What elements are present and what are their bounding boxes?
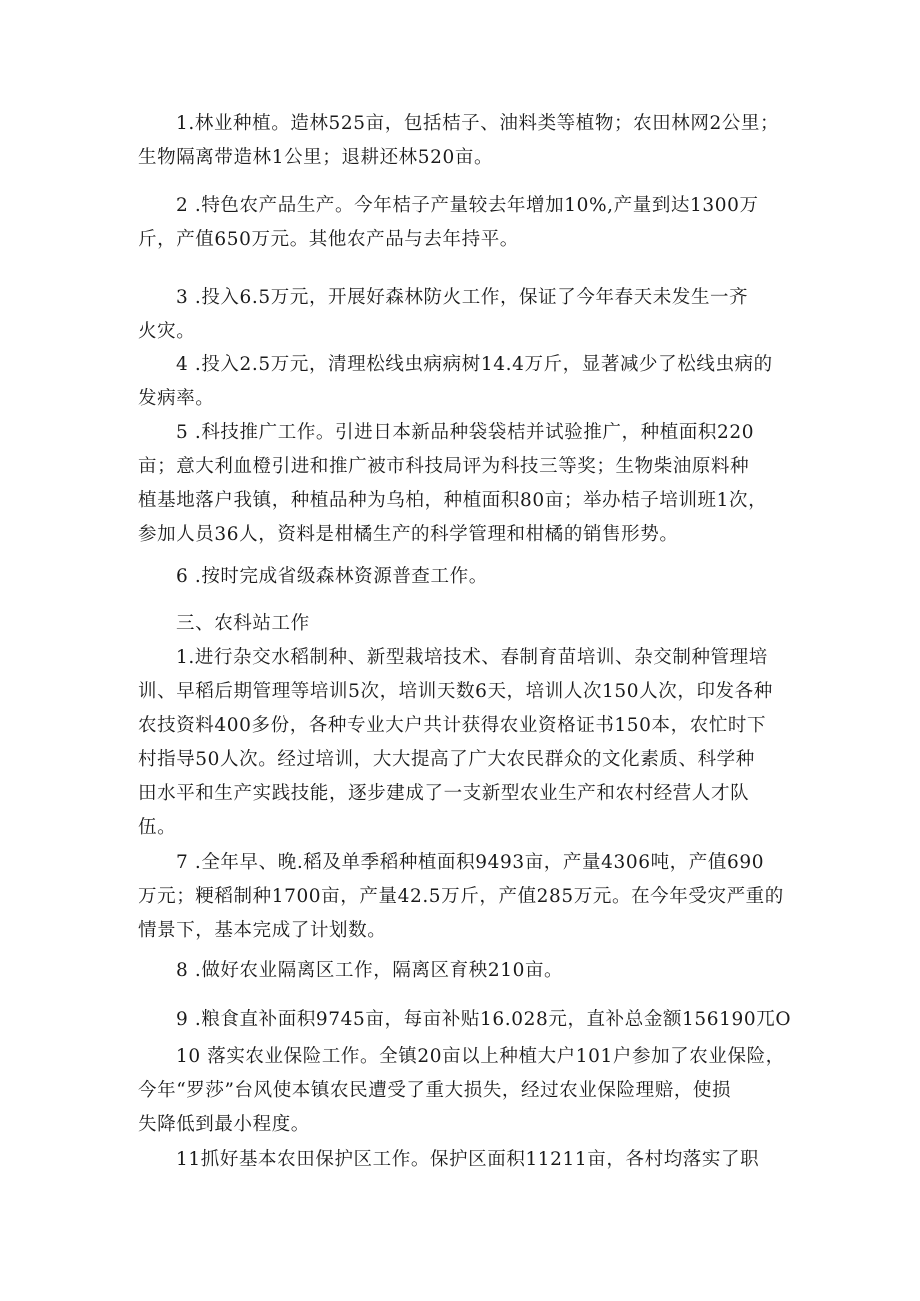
text-line: 8 .做好农业隔离区工作，隔离区育秧210亩。 bbox=[176, 960, 564, 981]
text-line: 今年“罗莎”台风使本镇农民遭受了重大损失，经过农业保险理赔，使损 bbox=[138, 1080, 732, 1101]
text-line: 失降低到最小程度。 bbox=[138, 1114, 310, 1135]
section-heading: 三、农科站工作 bbox=[176, 613, 310, 634]
paragraph-tech-promotion bbox=[138, 416, 788, 552]
text-line: 亩；意大利血橙引进和推广被市科技局评为科技三等奖；生物柴油原料种 bbox=[138, 456, 750, 477]
text-line: 2 .特色农产品生产。今年桔子产量较去年增加10%,产量到达1300万 bbox=[176, 195, 759, 216]
text-line: 农技资料400多份，各种专业大户共计获得农业资格证书150本，农忙时下 bbox=[138, 715, 767, 736]
text-line: 训、早稻后期管理等培训5次，培训天数6天，培训人次150人次，印发各种 bbox=[138, 681, 773, 702]
text-line: 村指导50人次。经过培训，大大提高了广大农民群众的文化素质、科学种 bbox=[138, 749, 755, 770]
text-line: 6 .按时完成省级森林资源普查工作。 bbox=[176, 566, 488, 587]
text-line: 3 .投入6.5万元，开展好森林防火工作，保证了今年春天未发生一齐 bbox=[176, 287, 749, 308]
text-line: 生物隔离带造林1公里；退耕还林520亩。 bbox=[138, 147, 494, 168]
paragraph-forestry-planting bbox=[138, 107, 788, 175]
text-line: 11抓好基本农田保护区工作。保护区面积11211亩，各村均落实了职 bbox=[176, 1149, 760, 1170]
paragraph-rice-planting bbox=[138, 846, 788, 948]
text-line: 5 .科技推广工作。引进日本新品种袋袋桔并试验推广，种植面积220 bbox=[176, 422, 755, 443]
text-line: 4 .投入2.5万元，清理松线虫病病树14.4万斤，显著减少了松线虫病的 bbox=[176, 354, 773, 375]
text-line: 斤，产值650万元。其他农产品与去年持平。 bbox=[138, 229, 519, 250]
paragraph-forest-census bbox=[138, 560, 788, 594]
paragraph-isolation-zone bbox=[138, 954, 788, 988]
text-line: 9 .粮食直补面积9745亩，每亩补贴16.028元，直补总金额156190兀O bbox=[176, 1009, 792, 1030]
paragraph-fire-prevention bbox=[138, 281, 788, 349]
section-heading-agri-station bbox=[138, 607, 788, 641]
paragraph-grain-subsidy bbox=[138, 1003, 792, 1037]
paragraph-insurance bbox=[138, 1040, 788, 1142]
text-line: 1.进行杂交水稻制种、新型栽培技术、春制育苗培训、杂交制种管理培 bbox=[176, 647, 768, 668]
text-line: 田水平和生产实践技能，逐步建成了一支新型农业生产和农村经营人才队 bbox=[138, 783, 750, 804]
paragraph-training bbox=[138, 641, 788, 845]
paragraph-farmland-protection bbox=[138, 1143, 788, 1177]
text-line: 发病率。 bbox=[138, 388, 215, 409]
text-line: 参加人员36人，资料是柑橘生产的科学管理和柑橘的销售形势。 bbox=[138, 524, 679, 545]
paragraph-pine-disease bbox=[138, 348, 788, 416]
text-line: 7 .全年早、晚.稻及单季稻种植面积9493亩，产量4306吨，产值690 bbox=[176, 852, 765, 873]
text-line: 万元；粳稻制种1700亩，产量42.5万斤，产值285万元。在今年受灾严重的 bbox=[138, 886, 784, 907]
text-line: 火灾。 bbox=[138, 321, 196, 342]
paragraph-specialty-products bbox=[138, 189, 788, 257]
text-line: 情景下，基本完成了计划数。 bbox=[138, 920, 387, 941]
text-line: 1.林业种植。造林525亩，包括桔子、油料类等植物；农田林网2公里； bbox=[176, 113, 780, 134]
text-line: 植基地落户我镇，种植品种为乌柏，种植面积80亩；举办桔子培训班1次， bbox=[138, 490, 768, 511]
text-line: 伍。 bbox=[138, 817, 177, 838]
text-line: 10 落实农业保险工作。全镇20亩以上种植大户101户参加了农业保险， bbox=[176, 1046, 785, 1067]
